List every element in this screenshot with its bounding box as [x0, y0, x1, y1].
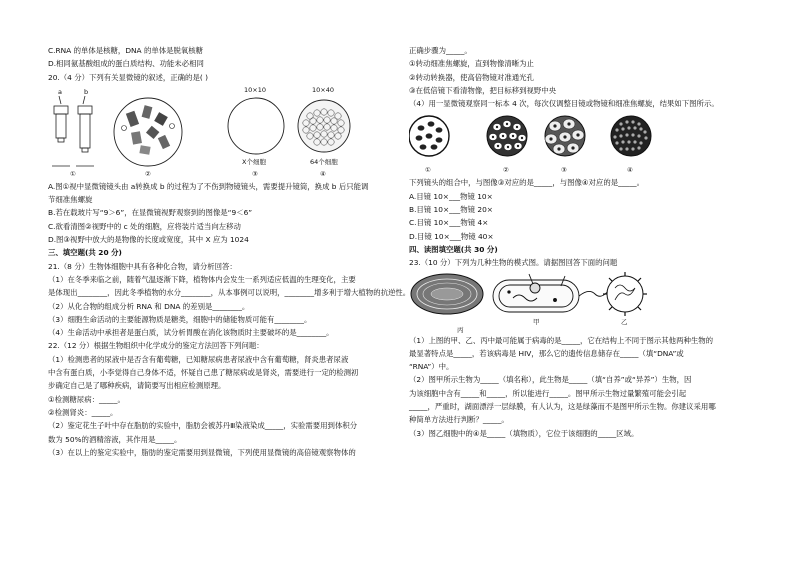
option-a: A.目镜 10×___物镜 10× [409, 191, 493, 201]
bacterium-icon [493, 274, 609, 312]
q21-stem: 21.（8 分）生物体细胞中具有各种化合物，请分析回答： [48, 261, 237, 271]
lens-label-b: b [84, 87, 89, 96]
q21-part1-line1: （1）在冬季来临之前，随着气温逐渐下降，植物体内会发生一系列适应低温的生理变化，主要 [48, 274, 356, 284]
microscope-fields-svg [409, 110, 751, 176]
option-d: D.目镜 10×___物镜 40× [409, 231, 494, 241]
q22-item2: ②检测肾炎：_____。 [48, 407, 118, 417]
organisms-figure [409, 270, 751, 334]
q23-part2-line1: （2）图甲所示生物为_____（填名称），此生物是_____（填“自养”或“异养”）生物，因 [409, 375, 692, 385]
q23-part1-line2: 最显著特点是_____，若该病毒是 HIV，那么它的遗传信息储存在_____（填“DNA”或 [409, 348, 684, 358]
organisms-svg [409, 270, 751, 326]
magnification-label-2: 10×40 [312, 85, 334, 94]
cell-count-64-label: 64个细胞 [310, 157, 338, 166]
q22-part1-line2: 中含有蛋白质，小李觉得自己身体不适，怀疑自己患了糖尿病或是肾炎，需要进行一定的检测初 [48, 368, 359, 378]
q22-part1-line1: （1）检测患者的尿液中是否含有葡萄糖，已知糖尿病患者尿液中含有葡萄糖，肾炎患者尿液 [48, 354, 349, 364]
right-column [409, 44, 751, 440]
q23-part1-line1: （1）上图的甲、乙、丙中最可能属于病毒的是_____，它在结构上不同于图示其他两种生物的 [409, 335, 714, 345]
q22-part2-line2: 数为 50%的酒精溶液，其作用是_____。 [48, 434, 182, 444]
q23-part2-line2: 为该细胞中含有_____和_____，所以能进行_____。图甲所示生物过量繁殖可能会引起 [409, 388, 687, 398]
figure-number-1: ① [70, 169, 76, 178]
dense-cells-field-icon [298, 100, 350, 152]
figure-number-2: ② [145, 169, 151, 178]
field-4-icon [611, 116, 651, 156]
q20-option-a-line2: 节细准焦螺旋 [48, 195, 93, 205]
q19-option-c: C.RNA 的单体是核糖，DNA 的单体是脱氧核糖 [48, 46, 204, 55]
microscope-fields-figure [409, 110, 751, 176]
q21-part4: （4）生命活动中承担者是蛋白质，试分析胃酸在消化该物质时主要破坏的是________。 [48, 328, 334, 338]
organism-label-bing: 丙 [457, 325, 464, 334]
q20-figure-svg [48, 84, 390, 180]
q23-part1-line3: “RNA”）中。 [409, 362, 454, 372]
steps-prompt: 正确步骤为_____。 [409, 46, 472, 55]
q22-part4: （4）用一显微镜观察同一标本 4 次，每次仅调整目镜或物镜和细准焦螺旋，结果如下图所示。 [409, 99, 719, 109]
q22-part1-line3: 步确定自己是了哪种疾病，请简要写出相应检测原理。 [48, 381, 226, 391]
q20-option-a-line1: A.图①视中显微镜镜头由 a转换成 b 的过程为了不伤到物镜镜头，需要提升镜筒，换成 b 后只能调 [48, 181, 369, 191]
q22-stem: 22.（12 分）根据生物组织中化学成分的鉴定方法回答下列问题： [48, 341, 264, 351]
q23-part3: （3）图乙细胞中的④是_____（填物质），它位于该细胞的_____区域。 [409, 428, 639, 438]
figure-number-4: ④ [320, 169, 326, 178]
section-3-heading: 三、填空题(共 20 分) [48, 248, 122, 258]
q22-part3-line1: （3）在以上的鉴定实验中，脂肪的鉴定需要用到显微镜，下列使用显微镜的高倍镜观察物体的 [48, 447, 356, 457]
step-2: ②转动转换器，使高倍物镜对准通光孔 [409, 72, 534, 82]
field-of-view-icon [114, 98, 182, 166]
step-3: ③在低倍镜下看清物像，把目标移到视野中央 [409, 85, 557, 95]
option-c: C.目镜 10×___物镜 4× [409, 218, 489, 228]
q21-part2: （2）从化合物的组成分析 RNA 和 DNA 的差别是________。 [48, 301, 250, 311]
lens-label-a: a [58, 87, 62, 96]
q23-stem: 23.（10 分）下列为几种生物的模式图。请据图回答下面的问题 [409, 258, 618, 268]
organism-label-yi: 乙 [621, 317, 628, 326]
organism-label-jia: 甲 [533, 317, 540, 326]
q23-part2-line3: _____，严重时，湖面漂浮一层绿膜，有人认为，这是绿藻而不是图甲所示生物。你建议采用哪 [409, 402, 716, 412]
q21-part1-line2: 是体现出________，因此冬季植物的水分________，从本事例可以说明，________增多利于增大植物的抗逆性。 [48, 288, 411, 298]
field-number-4: ④ [627, 166, 633, 175]
q20-option-d: D.图③视野中放大的是物像的长度或宽度，其中 X 应为 1024 [48, 235, 249, 245]
field-number-2: ② [503, 166, 509, 175]
option-b: B.目镜 10×___物镜 20× [409, 205, 493, 215]
field-number-3: ③ [561, 166, 567, 175]
q23-part2-line4: 种简单方法进行判断？_____。 [409, 415, 509, 425]
q20-option-c: C.欲看清图②视野中的 c 处的细胞，应将装片适当向左移动 [48, 221, 241, 231]
field-1-icon [409, 116, 449, 156]
q20-figure [48, 84, 390, 180]
cell-count-x-label: X个细胞 [242, 157, 266, 166]
q20-stem: 20.（4 分）下列有关显微镜的叙述，正确的是( ) [48, 72, 208, 82]
section-4-heading: 四、读图填空题(共 30 分) [409, 244, 498, 254]
virus-icon [603, 272, 647, 316]
field-number-1: ① [425, 166, 431, 175]
magnification-label-1: 10×10 [244, 85, 266, 94]
figure-number-3: ③ [252, 169, 258, 178]
q19-option-d: D.相同氨基酸组成的蛋白质结构、功能未必相同 [48, 59, 204, 69]
left-column [48, 44, 411, 459]
lens-combination-question: 下列镜头的组合中，与图像③对应的是_____，与图像④对应的是_____。 [409, 178, 644, 188]
q22-item1: ①检测糖尿病：_____。 [48, 394, 125, 404]
empty-field-icon [228, 98, 284, 154]
step-1: ①转动细准焦螺旋，直到物像清晰为止 [409, 59, 534, 69]
q20-option-b: B.若在载玻片写“9＞6”，在显微镜视野观察到的图像是“9＜6” [48, 208, 253, 218]
field-3-icon [545, 116, 585, 156]
q22-part2-line1: （2）鉴定花生子叶中存在脂肪的实验中，脂肪会被苏丹Ⅲ染液染成_____，实验需要用到体积分 [48, 421, 358, 431]
field-2-icon [487, 116, 527, 156]
cyanobacterium-icon [411, 274, 483, 314]
objective-lens-icon [52, 96, 94, 166]
q21-part3: （3）细胞生命活动的主要能源物质是糖类，细胞中的储能物质可能有________。 [48, 314, 312, 324]
